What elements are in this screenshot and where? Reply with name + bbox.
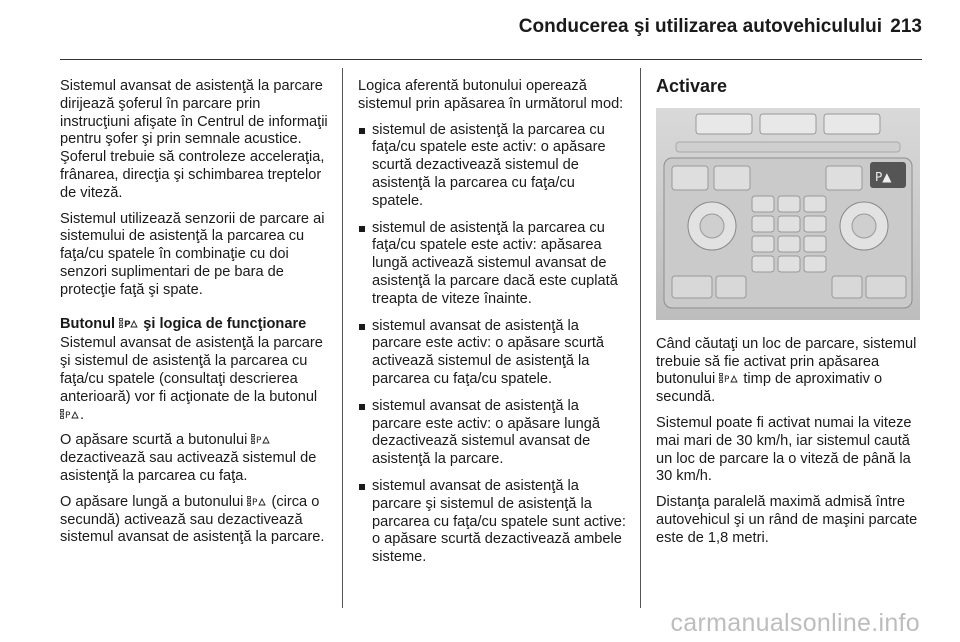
list-item: sistemul de asistenţă la parcarea cu faţa/cu spatele este activ: o apăsare scurtă dezactivează sistemul de asistenţă la parcarea cu faţa/cu spatele. [358, 122, 628, 211]
svg-text:P▲: P▲ [875, 169, 892, 184]
column-middle [358, 78, 628, 576]
watermark: carmanualsonline.info [670, 609, 920, 637]
paragraph: Sistemul avansat de asistenţă la parcare dirijează şoferul în parcare prin instrucţiuni afişate în Centrul de informaţii pentru şofer şi prin semnale acustice. Şoferul trebuie să controleze acceleraţia, frânarea, direcţia şi schimbarea treptelor de viteză. [60, 78, 328, 201]
paragraph-text: O apăsare lungă a butonului [60, 493, 244, 510]
column-divider [640, 68, 641, 608]
paragraph [60, 432, 330, 485]
svg-text:P: P [256, 436, 262, 446]
svg-text:P: P [724, 375, 730, 385]
paragraph: Sistemul poate fi activat numai la viteze mai mari de 30 km/h, iar sistemul caută un loc de parcare la o viteză de până la 30 km/h. [656, 414, 912, 485]
list-item: sistemul avansat de asistenţă la parcare este activ: o apăsare lungă dezactivează sistemul avansat de asistenţă la parcare. [358, 398, 628, 469]
paragraph [60, 335, 330, 424]
paragraph-text: Sistemul avansat de asistenţă la parcare şi sistemul de asistenţă la parcarea cu faţa/cu spatele (consultaţi descrierea anterioară) vor fi acţionate de la butonul [60, 335, 323, 405]
column-left [60, 78, 330, 555]
paragraph [656, 336, 924, 407]
paragraph-text: Când căutaţi un loc de parcare, sistemul trebuie să fie activat prin apăsarea butonului [656, 335, 917, 388]
park-assist-icon [119, 318, 139, 329]
paragraph: Distanţa paralelă maximă admisă între autovehicul şi un rând de maşini parcate este de 1,8 metri. [656, 494, 918, 546]
park-assist-icon [719, 373, 739, 384]
paragraph-text: O apăsare scurtă a butonului [60, 432, 248, 449]
paragraph: Sistemul utilizează senzorii de parcare ai sistemului de asistenţă la parcarea cu faţa/cu spatele în combinaţie cu doi senzori suplimentari de pe bara de protecţie faţă şi spate. [60, 210, 325, 298]
section-title: Activare [656, 76, 728, 96]
column-right [656, 78, 924, 556]
page-header-title: Conducerea şi utilizarea autovehiculului [518, 16, 882, 37]
bullet-list [358, 122, 628, 567]
header-rule [60, 59, 922, 60]
subheading [60, 316, 330, 334]
paragraph: Logica aferentă butonului operează sistemul prin apăsarea în următorul mod: [358, 78, 624, 112]
paragraph-text: (circa o secundă) activează sau dezactivează sistemul avansat de asistenţă la parcare. [60, 493, 325, 546]
center-console-image [656, 108, 920, 320]
svg-text:P: P [252, 497, 258, 507]
svg-text:P: P [124, 319, 131, 329]
list-item: sistemul de asistenţă la parcarea cu faţa/cu spatele este activ: apăsarea lungă activează sistemul avansat de asistenţă la parcare dacă este cuplată treapta de viteze înainte. [358, 220, 628, 309]
svg-text:P: P [65, 410, 71, 420]
paragraph-text: . [80, 406, 85, 423]
subheading-text: Butonul [60, 315, 116, 332]
list-item: sistemul avansat de asistenţă la parcare şi sistemul de asistenţă la parcarea cu faţa/cu spatele sunt active: o apăsare scurtă dezactivează ambele sisteme. [358, 478, 628, 567]
paragraph-text: dezactivează sau activează sistemul de asistenţă la parcarea cu faţa. [60, 450, 317, 484]
subheading-text: şi logica de funcţionare [143, 315, 307, 332]
park-assist-icon [60, 409, 80, 420]
column-divider [342, 68, 343, 608]
page-number: 213 [890, 16, 922, 37]
paragraph-text: timp de aproximativ o secundă. [656, 371, 883, 406]
park-assist-icon [247, 496, 267, 507]
park-assist-icon [251, 434, 271, 445]
paragraph [60, 494, 330, 547]
list-item: sistemul avansat de asistenţă la parcare este activ: o apăsare scurtă activează sistemul de asistenţă la parcarea cu faţa/cu spatele. [358, 318, 628, 389]
